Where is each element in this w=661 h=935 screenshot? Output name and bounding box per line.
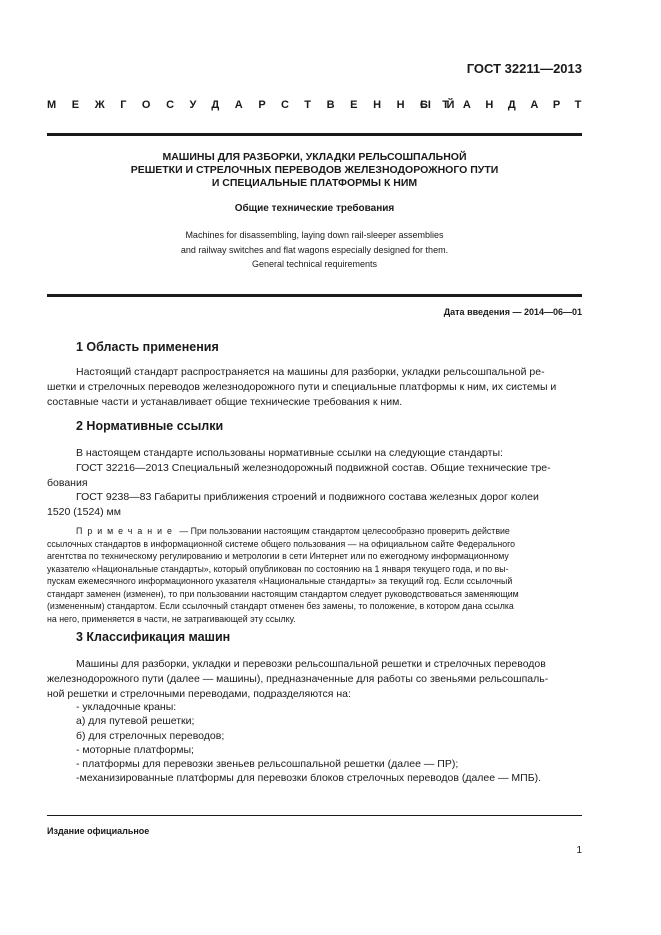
title-line-2: РЕШЕТКИ И СТРЕЛОЧНЫХ ПЕРЕВОДОВ ЖЕЛЕЗНОДОРОЖНОГО ПУТИ bbox=[130, 164, 499, 176]
title-line-3: И СПЕЦИАЛЬНЫЕ ПЛАТФОРМЫ К НИМ bbox=[211, 177, 418, 189]
title-bottom-rule bbox=[47, 294, 582, 297]
reference-gost-9238: ГОСТ 9238—83 Габариты приближения строений и подвижного состава железных дорог колеи bbox=[76, 491, 539, 504]
list-item: а) для путевой решетки; bbox=[76, 715, 195, 728]
top-rule bbox=[47, 133, 582, 136]
section-2-intro: В настоящем стандарте использованы нормативные ссылки на следующие стандарты: bbox=[76, 447, 503, 459]
section-3-line: железнодорожного пути (далее — машины), предназначенные для работы со звеньями рельсошпаль- bbox=[47, 672, 549, 685]
note-line: — При пользовании настоящим стандартом целесообразно проверить действие bbox=[179, 526, 510, 536]
list-item: - платформы для перевозки звеньев рельсошпальной решетки (далее — ПР); bbox=[76, 758, 459, 771]
reference-gost-32216: ГОСТ 32216—2013 Специальный железнодорожный подвижной состав. Общие технические тре- bbox=[76, 461, 551, 474]
title-line-1: МАШИНЫ ДЛЯ РАЗБОРКИ, УКЛАДКИ РЕЛЬСОШПАЛЬНОЙ bbox=[162, 151, 467, 163]
note-line: на него, применяется в части, не затрагивающей эту ссылку. bbox=[47, 613, 296, 624]
note-line: указателю «Национальные стандарты», который опубликован по состоянию на 1 января текущего года, и по вы- bbox=[47, 563, 509, 574]
note-label: Примечание bbox=[76, 526, 177, 536]
section-1-line: шетки и стрелочных переводов железнодорожного пути и специальные платформы к ним, их системы и bbox=[47, 380, 557, 393]
reference-gost-9238-cont: 1520 (1524) мм bbox=[47, 506, 121, 519]
section-3-heading: 3 Классификация машин bbox=[76, 630, 231, 644]
note-line: ссылочных стандартов в информационной системе общего пользования — на официальном сайте Федерального bbox=[47, 538, 516, 549]
section-3-body bbox=[47, 657, 582, 701]
section-3-line: ной решетки и стрелочными переводами, подразделяются на: bbox=[47, 687, 351, 700]
footer-rule bbox=[47, 815, 582, 816]
standard-word-interstate: МЕЖГОСУДАРСТВЕННЫЙ bbox=[47, 99, 471, 111]
note-line: агентства по техническому регулированию и метрологии в сети Интернет или по ежегодному информационному bbox=[47, 551, 509, 561]
english-title-line-3: General technical requirements bbox=[251, 259, 378, 269]
machine-types-list bbox=[76, 700, 541, 786]
list-item: -механизированные платформы для перевозки блоков стрелочных переводов (далее — МПБ). bbox=[76, 772, 542, 785]
section-1-body bbox=[47, 365, 582, 409]
page-number: 1 bbox=[576, 845, 582, 856]
note-line: стандарт заменен (изменен), то при пользовании настоящим стандартом следует руководствоваться заменяющим bbox=[47, 588, 519, 599]
section-1-heading: 1 Область применения bbox=[76, 340, 219, 354]
list-item: - моторные платформы; bbox=[76, 743, 194, 756]
section-2-body bbox=[47, 446, 582, 520]
standard-word-standard: СТАНДАРТ bbox=[419, 99, 596, 111]
english-title bbox=[47, 228, 582, 272]
english-title-line-1: Machines for disassembling, laying down rail-sleeper assemblies bbox=[185, 230, 444, 240]
document-title bbox=[47, 151, 582, 190]
section-3-line: Машины для разборки, укладки и перевозки рельсошпальной решетки и стрелочных переводов bbox=[76, 658, 546, 670]
intro-date: Дата введения — 2014—06—01 bbox=[443, 307, 582, 317]
list-item: б) для стрелочных переводов; bbox=[76, 729, 225, 742]
note-line: пускам ежемесячного информационного указателя «Национальные стандарты» за текущий год. Если ссылочный bbox=[47, 576, 513, 586]
gost-code: ГОСТ 32211—2013 bbox=[466, 61, 582, 76]
section-1-line: составные части и устанавливает общие технические требования к ним. bbox=[47, 395, 403, 408]
section-2-note bbox=[47, 525, 582, 625]
reference-gost-32216-cont: бования bbox=[47, 476, 88, 489]
section-1-line: Настоящий стандарт распространяется на машины для разборки, укладки рельсошпальной ре- bbox=[76, 366, 545, 378]
official-edition-label: Издание официальное bbox=[47, 826, 150, 836]
note-line: (измененным) стандартом. Если ссылочный стандарт отменен без замены, то положение, в котором дана ссылка bbox=[47, 601, 514, 611]
section-2-heading: 2 Нормативные ссылки bbox=[76, 419, 224, 433]
note-first-line bbox=[47, 525, 582, 538]
list-item: - укладочные краны: bbox=[76, 701, 177, 713]
document-subtitle: Общие технические требования bbox=[234, 203, 395, 214]
english-title-line-2: and railway switches and flat wagons especially designed for them. bbox=[180, 244, 449, 255]
